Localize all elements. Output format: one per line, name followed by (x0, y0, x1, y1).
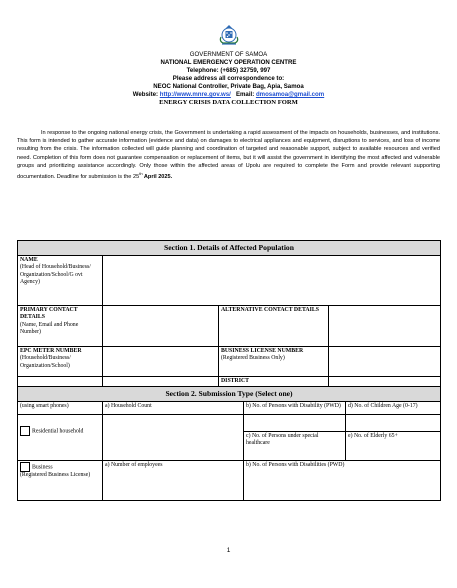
name-sublabel: (Head of Household/Business/ Organization/School/G ovt Agency) (20, 264, 91, 286)
residential-checkbox[interactable] (20, 426, 30, 436)
name-label-cell (18, 256, 103, 306)
samoa-coat-of-arms-icon (218, 24, 240, 46)
controller-line: NEOC National Controller, Private Bag, Apia, Samoa (153, 83, 304, 90)
centre-name: NATIONAL EMERGENCY OPERATION CENTRE (160, 59, 297, 66)
deadline-tail: April 2025. (142, 173, 173, 180)
healthcare-cell[interactable] (244, 432, 346, 461)
children-label: d) No. of Children Age (0-17) (348, 403, 418, 409)
alt-contact-field[interactable] (329, 306, 441, 347)
elderly-cell[interactable] (346, 432, 441, 461)
district-label: DISTRICT (221, 378, 250, 384)
children-cell[interactable] (346, 402, 441, 432)
website-label: Website: (132, 91, 160, 98)
section2-table (17, 386, 441, 501)
primary-contact-field[interactable] (103, 306, 219, 347)
contact-line (0, 91, 457, 99)
deadline-superscript: th (139, 171, 143, 177)
employees-label: a) Number of employees (105, 462, 163, 468)
license-label-cell (219, 347, 329, 377)
pwd-business-cell[interactable] (244, 461, 441, 501)
epc-sublabel: (Household/Business/ Organization/School) (20, 355, 71, 369)
name-label: NAME (20, 257, 38, 263)
address-line: Please address all correspondence to: (172, 75, 285, 82)
license-field[interactable] (329, 347, 441, 377)
primary-contact-sublabel: (Name, Email and Phone Number) (20, 321, 79, 336)
website-link[interactable]: http://www.mnre.gov.ws/ (159, 91, 231, 98)
contact-label-cell (18, 306, 103, 347)
epc-label-cell (18, 347, 103, 377)
residential-option[interactable] (18, 402, 103, 461)
epc-field[interactable] (103, 347, 219, 377)
alt-contact-label-cell (219, 306, 329, 347)
section2-title: Section 2. Submission Type (Select one) (18, 387, 441, 402)
email-label: Email: (230, 91, 256, 98)
elderly-label: e) No. of Elderly 65+ (348, 433, 398, 439)
business-option[interactable] (18, 461, 103, 501)
business-label: Business (32, 464, 53, 471)
household-count-cell[interactable] (103, 402, 244, 461)
telephone-line: Telephone: (+685) 32759, 997 (186, 67, 271, 74)
email-link[interactable]: dmosamoa@gmail.com (255, 91, 325, 98)
residential-label: Residential household (32, 428, 84, 435)
household-count-label: a) Household Count (105, 403, 152, 409)
pwd-persons-label: b) No. of Persons with Disability (PWD) (246, 403, 341, 409)
license-label: BUSINESS LICENSE NUMBER (221, 348, 304, 354)
business-sublabel: (Registered Business License) (20, 472, 91, 478)
form-title: ENERGY CRISIS DATA COLLECTION FORM (159, 99, 298, 106)
gps-sublabel: (using smart phones) (20, 403, 69, 410)
pwd-persons-cell[interactable] (244, 402, 346, 432)
epc-label: EPC METER NUMBER (20, 348, 82, 354)
section1-title: Section 1. Details of Affected Population (18, 241, 441, 256)
healthcare-label: c) No. of Persons under special healthcare (246, 433, 319, 447)
primary-contact-label: PRIMARY CONTACT DETAILS (20, 307, 78, 321)
business-checkbox[interactable] (20, 462, 30, 472)
alt-contact-label: ALTERNATIVE CONTACT DETAILS (221, 307, 319, 313)
page-number: 1 (226, 547, 231, 554)
license-sublabel: (Registered Business Only) (221, 355, 285, 362)
intro-text: In response to the ongoing national energy crisis, the Government is undertaking a rapid assessment of the impacts on households, businesses, and institutions. This form is intended to gather accurate information (evidence and data) on damages to electrical appliances and equipment, disruptions to services, and loss of income resulting from the crisis. The information collected will guide planning and coordination of targeted and reasonable support, subject to available resources and verified need. Completion of this form does not guarantee compensation or replacement of items, but it will assist the government in identifying the most affected and vulnerable groups and prioritizing assistance accordingly. Only those within the affected areas of Upolu are required to complete the Form and provide relevant supporting documentation. Deadline for submission is the 25 (17, 130, 440, 180)
employees-cell[interactable] (103, 461, 244, 501)
intro-paragraph (17, 129, 440, 181)
name-field[interactable] (103, 256, 441, 306)
government-line: GOVERNMENT OF SAMOA (189, 51, 268, 58)
pwd-business-label: b) No. of Persons with Disabilities (PWD) (246, 462, 345, 468)
